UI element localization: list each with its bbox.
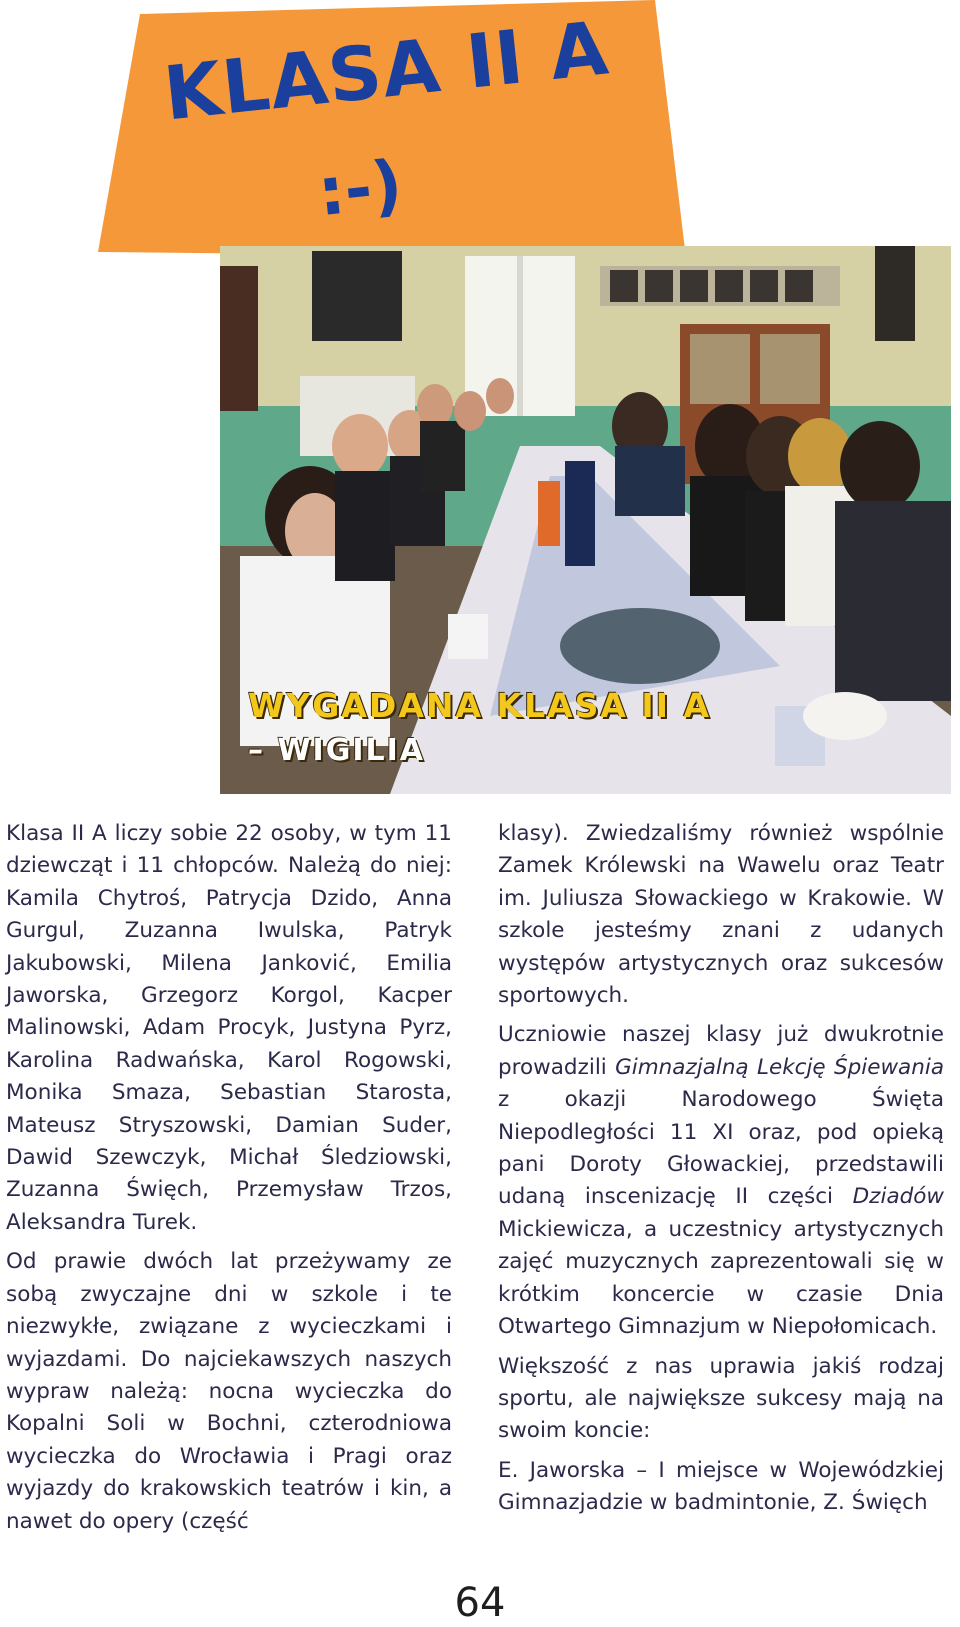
right-column bbox=[498, 818, 944, 1527]
photo-caption-line2: – WIGILIA bbox=[248, 733, 425, 768]
paragraph-sport: Większość z nas uprawia jakiś rodzaj sportu, ale największe sukcesy mają na swoim koncie: bbox=[498, 1353, 944, 1444]
performances-text-c: Mickiewicza, a uczestnicy artystycznych zajęć muzycznych zaprezentowali się w krótkim koncercie w czasie Dnia Otwartego Gimnazjum w Niepołomicach. bbox=[498, 1216, 944, 1340]
photo-caption bbox=[248, 686, 711, 768]
title-banner bbox=[0, 0, 960, 280]
performances-italic-lesson: Gimnazjalną Lekcję Śpiewania bbox=[615, 1054, 944, 1080]
paragraph-trips: Od prawie dwóch lat przeżywamy ze sobą zwyczajne dni w szkole i te niezwykłe, związane z wycieczkami i wyjazdami. Do najciekawszych naszych wypraw należą: nocna wycieczka do Kopalni Soli w Bochni, czterodniowa wycieczka do Wrocławia i Pragi oraz wyjazdy do krakowskich teatrów i kin, a nawet do opery (część bbox=[6, 1249, 452, 1534]
performances-italic-dziady: Dziadów bbox=[852, 1184, 944, 1210]
paragraph-performances bbox=[498, 1019, 944, 1343]
class-photo bbox=[220, 246, 951, 794]
page-number: 64 bbox=[454, 1580, 506, 1626]
photo-caption-line1: WYGADANA KLASA II A bbox=[248, 686, 712, 725]
banner-smiley: :-) bbox=[314, 145, 406, 232]
paragraph-sightseeing: klasy). Zwiedzaliśmy również wspólnie Zamek Królewski na Wawelu oraz Teatr im. Juliusza Słowackiego w Krakowie. W szkole jesteśmy znani z udanych występów artystycznych oraz sukcesów sportowych. bbox=[498, 821, 944, 1009]
banner-title: KLASA II A bbox=[160, 5, 613, 138]
left-column bbox=[6, 818, 452, 1545]
performances-text-b: z okazji Narodowego Święta Niepodległości 11 XI oraz, pod opieką pani Doroty Głowackiej, przedstawili udaną inscenizację II części bbox=[498, 1087, 944, 1210]
paragraph-class-members: Klasa II A liczy sobie 22 osoby, w tym 11 dziewcząt i 11 chłopców. Należą do niej: Kamila Chytroś, Patrycja Dzido, Anna Gurgul, Zuzanna Iwulska, Patryk Jakubowski, Milena Janković, Emilia Jaworska, Grzegorz Korgol, Kacper Malinowski, Adam Procyk, Justyna Pyrz, Karolina Radwańska, Karol Rogowski, Monika Smaza, Sebastian Starosta, Mateusz Stryszowski, Damian Suder, Dawid Szewczyk, Michał Śledziowski, Zuzanna Święch, Przemysław Trzos, Aleksandra Turek. bbox=[6, 821, 452, 1235]
paragraph-achievements: E. Jaworska – I miejsce w Wojewódzkiej Gimnazjadzie w badmintonie, Z. Święch bbox=[498, 1457, 944, 1516]
performances-text-a: Uczniowie naszej klasy już dwukrotnie prowadzili bbox=[498, 1022, 944, 1080]
